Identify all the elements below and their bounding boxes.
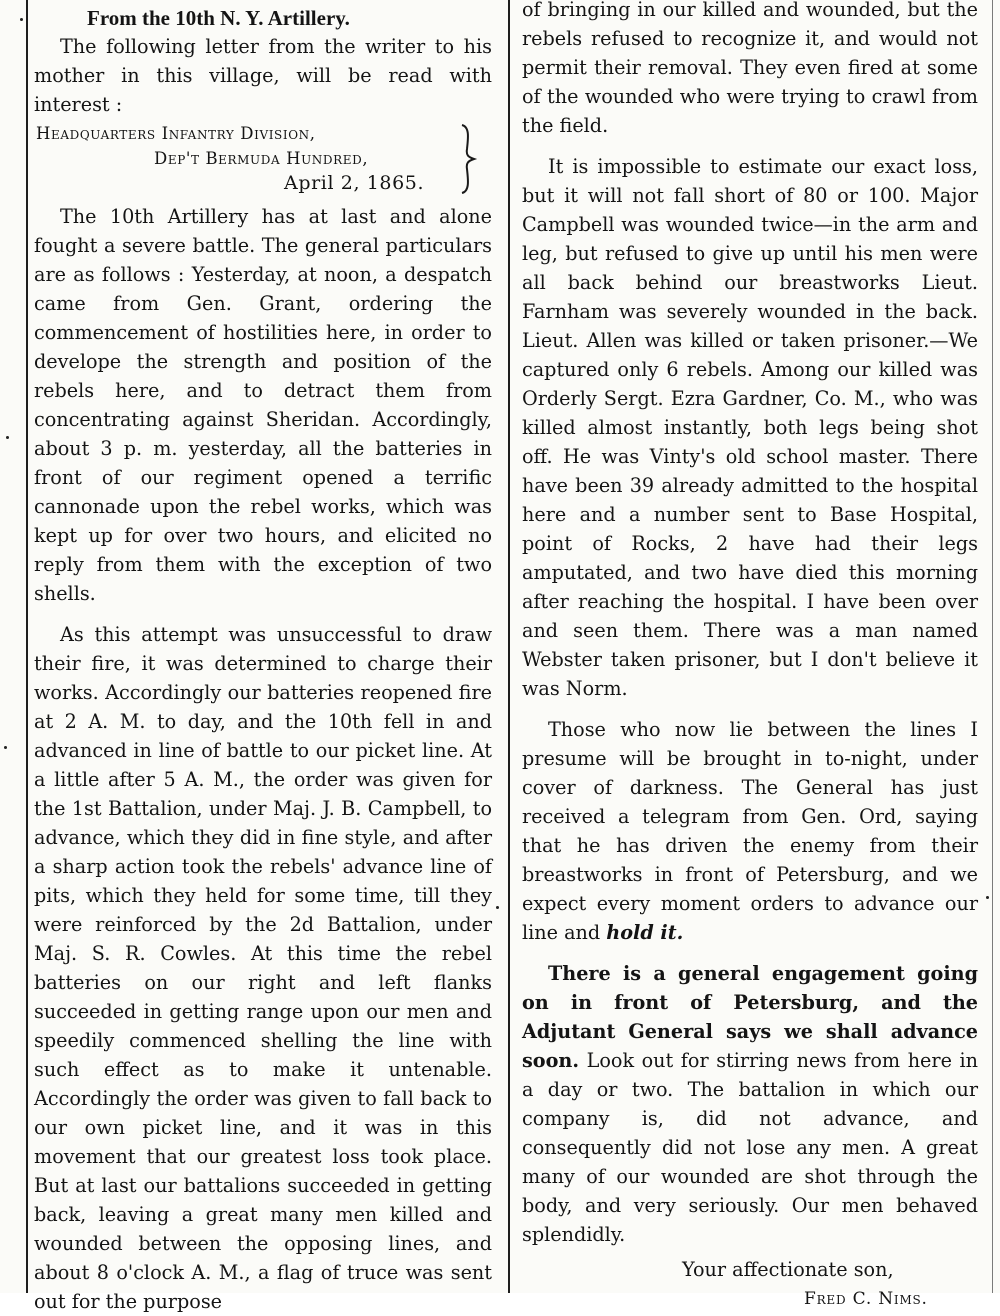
- hold-it-emphasis: hold it.: [606, 921, 684, 944]
- right-paragraph-3-text: Those who now lie between the lines I presume will be brought in to-night, under cover of darkness. The General has just received a telegram from Gen. Ord, saying that he has driven the enemy from their breastworks in front of Petersburg, and we expect every moment orders to advance our line and: [522, 718, 978, 944]
- print-speck: [986, 896, 989, 899]
- right-paragraph-4-bold: There is a general engagement going on in front of Petersburg, and the Adjutant General says we shall advance soon.: [522, 962, 978, 1072]
- left-paragraph-1: The 10th Artillery has at last and alone fought a severe battle. The general particulars are as follows : Yesterday, at noon, a despatch came from Gen. Grant, ordering the commencement of hostilities here, in order to develope the strength and position of the rebels here, and to detract them from concentrating against Sheridan. Accordingly, about 3 p. m. yesterday, all the batteries in front of our regiment opened a terrific cannonade upon the rebel works, which was kept up for over two hours, and elicited no reply from them with the exception of two shells.: [34, 205, 492, 605]
- print-speck: [20, 18, 23, 21]
- intro-paragraph: The following letter from the writer to his mother in this village, will be read with interest :: [34, 35, 492, 116]
- dateline-date: April 2, 1865.: [284, 172, 425, 194]
- right-column: [522, 0, 978, 1309]
- right-paragraph-4-rest: Look out for stirring news from here in a day or two. The battalion in which our company is, did not advance, and consequently did not lose any men. A great many of our wounded are shot through the body, and very seriously. Our men behaved splendidly.: [522, 1049, 978, 1246]
- letter-dateline: [34, 121, 492, 196]
- print-speck: [6, 436, 9, 439]
- right-paragraph-3: [522, 715, 978, 947]
- column-rule-left: [26, 0, 28, 1293]
- right-paragraph-4: [522, 959, 978, 1249]
- dateline-headquarters: Headquarters Infantry Division,: [36, 124, 316, 143]
- right-paragraph-1: of bringing in our killed and wounded, but the rebels refused to recognize it, and would not permit their removal. They even fired at some of the wounded who were trying to crawl from the field.: [522, 0, 978, 137]
- right-paragraph-2: It is impossible to estimate our exact loss, but it will not fall short of 80 or 100. Major Campbell was wounded twice—in the arm and leg, but refused to give up until his men were all back behind our breastworks Lieut. Farnham was severely wounded in the back. Lieut. Allen was killed or taken prisoner.—We captured only 6 rebels. Among our killed was Orderly Sergt. Ezra Gardner, Co. M., who was killed almost instantly, both legs being shot off. He was Vinty's old school master. There have been 39 already admitted to the hospital here and a number sent to Base Hospital, point of Rocks, 2 have had their legs amputated, and two have died this morning after reaching the hospital. I have been over and seen them. There was a man named Webster taken prisoner, but I don't believe it was Norm.: [522, 155, 978, 700]
- column-rule-right: [992, 0, 993, 1293]
- print-speck: [4, 746, 7, 749]
- left-paragraph-2: As this attempt was unsuccessful to draw their fire, it was determined to charge their works. Accordingly our batteries reopened fire at 2 A. M. to day, and the 10th fell in and advanced in line of battle to our picket line. At a little after 5 A. M., the order was given for the 1st Battalion, under Maj. J. B. Campbell, to advance, which they did in fine style, and after a sharp action took the rebels' advance line of pits, which they held for some time, till they were reinforced by the 2d Battalion, under Maj. S. R. Cowles. At this time the rebel batteries on our right and left flanks succeeded in getting range upon our men and speedily commenced shelling the line with such effect as to make it untenable. Accordingly the order was given to fall back to our own picket line, and it was in this movement that our greatest loss took place. But at last our battalions succeeded in getting back, leaving a great many men killed and wounded between the opposing lines, and about 8 o'clock A. M., a flag of truce was sent out for the purpose: [34, 623, 492, 1313]
- print-speck: [496, 906, 499, 909]
- letter-signature: Fred C. Nims.: [804, 1289, 928, 1309]
- column-rule-middle: [508, 0, 510, 1293]
- dateline-brace-icon: [456, 123, 478, 195]
- article-headline: From the 10th N. Y. Artillery.: [87, 6, 350, 30]
- left-column: [34, 0, 492, 1313]
- dateline-department: Dep't Bermuda Hundred,: [154, 149, 369, 168]
- letter-closing: Your affectionate son,: [682, 1258, 894, 1281]
